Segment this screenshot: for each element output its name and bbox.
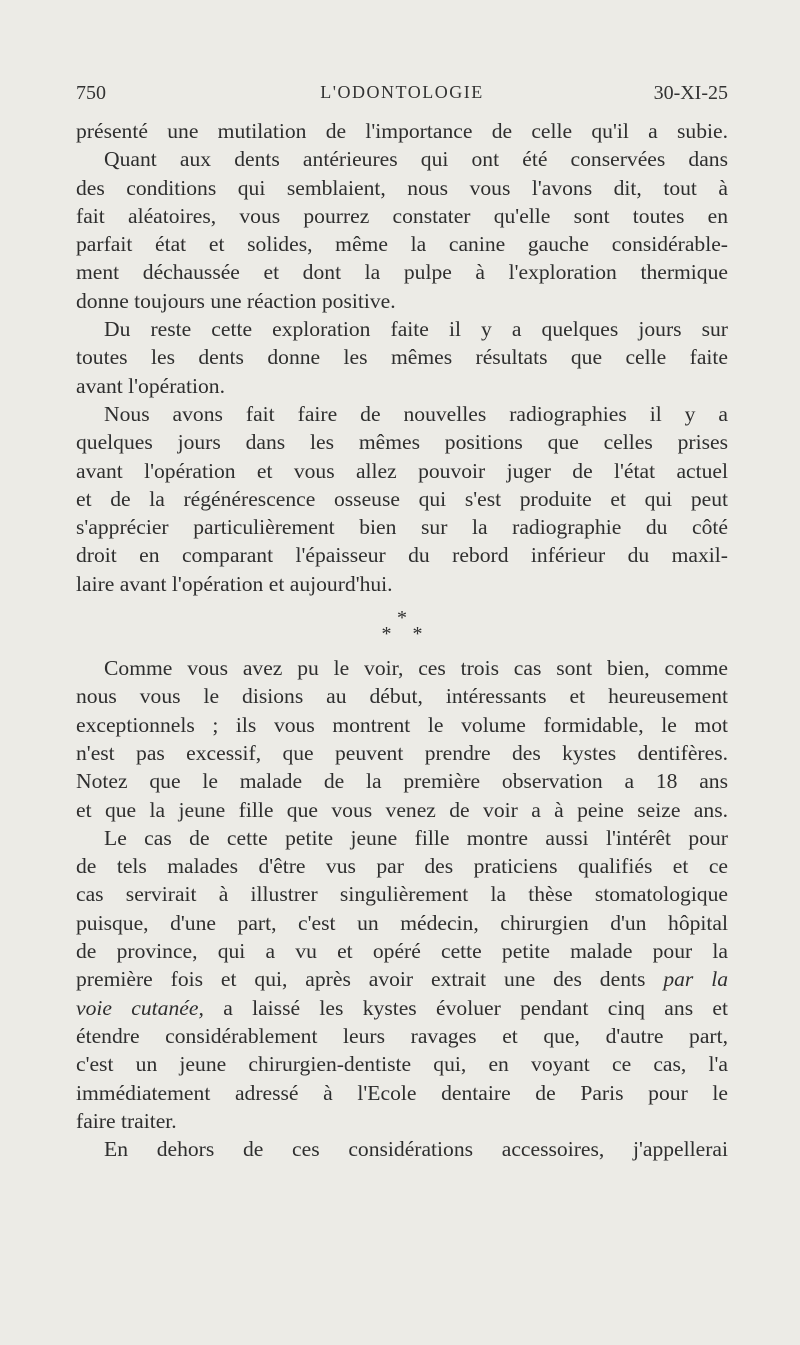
text-line: immédiatement adressé à l'Ecole dentaire de Paris pour le xyxy=(76,1080,728,1105)
text-line: Comme vous avez pu le voir, ces trois cas sont bien, comme xyxy=(104,656,728,681)
issue-date: 30-XI-25 xyxy=(653,82,728,104)
text-line: et de la régénérescence osseuse qui s'est produite et qui peut xyxy=(76,486,728,511)
text-line: faire traiter. xyxy=(76,1108,177,1133)
separator-asterisks-bottom: * * xyxy=(381,623,431,646)
text-line: de province, qui a vu et opéré cette petite malade pour la xyxy=(76,939,728,964)
text-line: Quant aux dents antérieures qui ont été conservées dans xyxy=(104,147,728,172)
text-line: puisque, d'une part, c'est un médecin, chirurgien d'un hôpital xyxy=(76,910,728,935)
text-line: de tels malades d'être vus par des praticiens qualifiés et ce xyxy=(76,854,728,879)
section-separator xyxy=(76,598,728,654)
text-line: et que la jeune fille que vous venez de voir a à peine seize ans. xyxy=(76,797,728,822)
text-line: c'est un jeune chirurgien-dentiste qui, en voyant ce cas, l'a xyxy=(76,1052,728,1077)
text-line: Du reste cette exploration faite il y a quelques jours sur xyxy=(104,317,728,342)
text-line: avant l'opération et vous allez pouvoir juger de l'état actuel xyxy=(76,458,728,483)
text-line: présenté une mutilation de l'importance de celle qu'il a subie. xyxy=(76,119,728,143)
page-number: 750 xyxy=(76,82,106,104)
text-line: nous vous le disions au début, intéressants et heureusement xyxy=(76,684,728,709)
separator-asterisk-top: * xyxy=(397,607,407,630)
text-line: Notez que le malade de la première observation a 18 ans xyxy=(76,769,728,794)
text-line: cas servirait à illustrer singulièrement la thèse stomatologique xyxy=(76,882,728,907)
running-header xyxy=(76,82,728,112)
text-line xyxy=(76,994,728,1022)
italic-phrase: voie cutanée, xyxy=(76,995,204,1020)
body-text xyxy=(76,117,728,1163)
text-segment: première fois et qui, après avoir extrait une des dents xyxy=(76,967,646,992)
text-line: quelques jours dans les mêmes positions que celles prises xyxy=(76,430,728,455)
text-line: ment déchaussée et dont la pulpe à l'exploration thermique xyxy=(76,260,728,285)
text-line: Nous avons fait faire de nouvelles radiographies il y a xyxy=(104,401,728,426)
text-line: fait aléatoires, vous pourrez constater qu'elle sont toutes en xyxy=(76,203,728,228)
text-line: donne toujours une réaction positive. xyxy=(76,288,396,313)
text-line: avant l'opération. xyxy=(76,373,225,398)
text-line: droit en comparant l'épaisseur du rebord inférieur du maxil- xyxy=(76,543,728,568)
text-line: s'apprécier particulièrement bien sur la radiographie du côté xyxy=(76,515,728,540)
text-line xyxy=(76,965,728,993)
text-line: toutes les dents donne les mêmes résultats que celle faite xyxy=(76,345,728,370)
text-line: étendre considérablement leurs ravages et que, d'autre part, xyxy=(76,1023,728,1048)
journal-title: L'ODONTOLOGIE xyxy=(320,82,484,102)
italic-phrase: par la xyxy=(663,967,729,992)
text-line: laire avant l'opération et aujourd'hui. xyxy=(76,571,393,596)
text-segment: a laissé les kystes évoluer pendant cinq ans et xyxy=(223,995,729,1020)
text-line: n'est pas excessif, que peuvent prendre des kystes dentifères. xyxy=(76,740,728,765)
text-line: exceptionnels ; ils vous montrent le volume formidable, le mot xyxy=(76,712,728,737)
text-line: Le cas de cette petite jeune fille montre aussi l'intérêt pour xyxy=(104,825,728,850)
text-line: des conditions qui semblaient, nous vous l'avons dit, tout à xyxy=(76,175,728,200)
text-line: En dehors de ces considérations accessoires, j'appellerai xyxy=(104,1137,728,1162)
text-line: parfait état et solides, même la canine gauche considérable- xyxy=(76,232,728,257)
